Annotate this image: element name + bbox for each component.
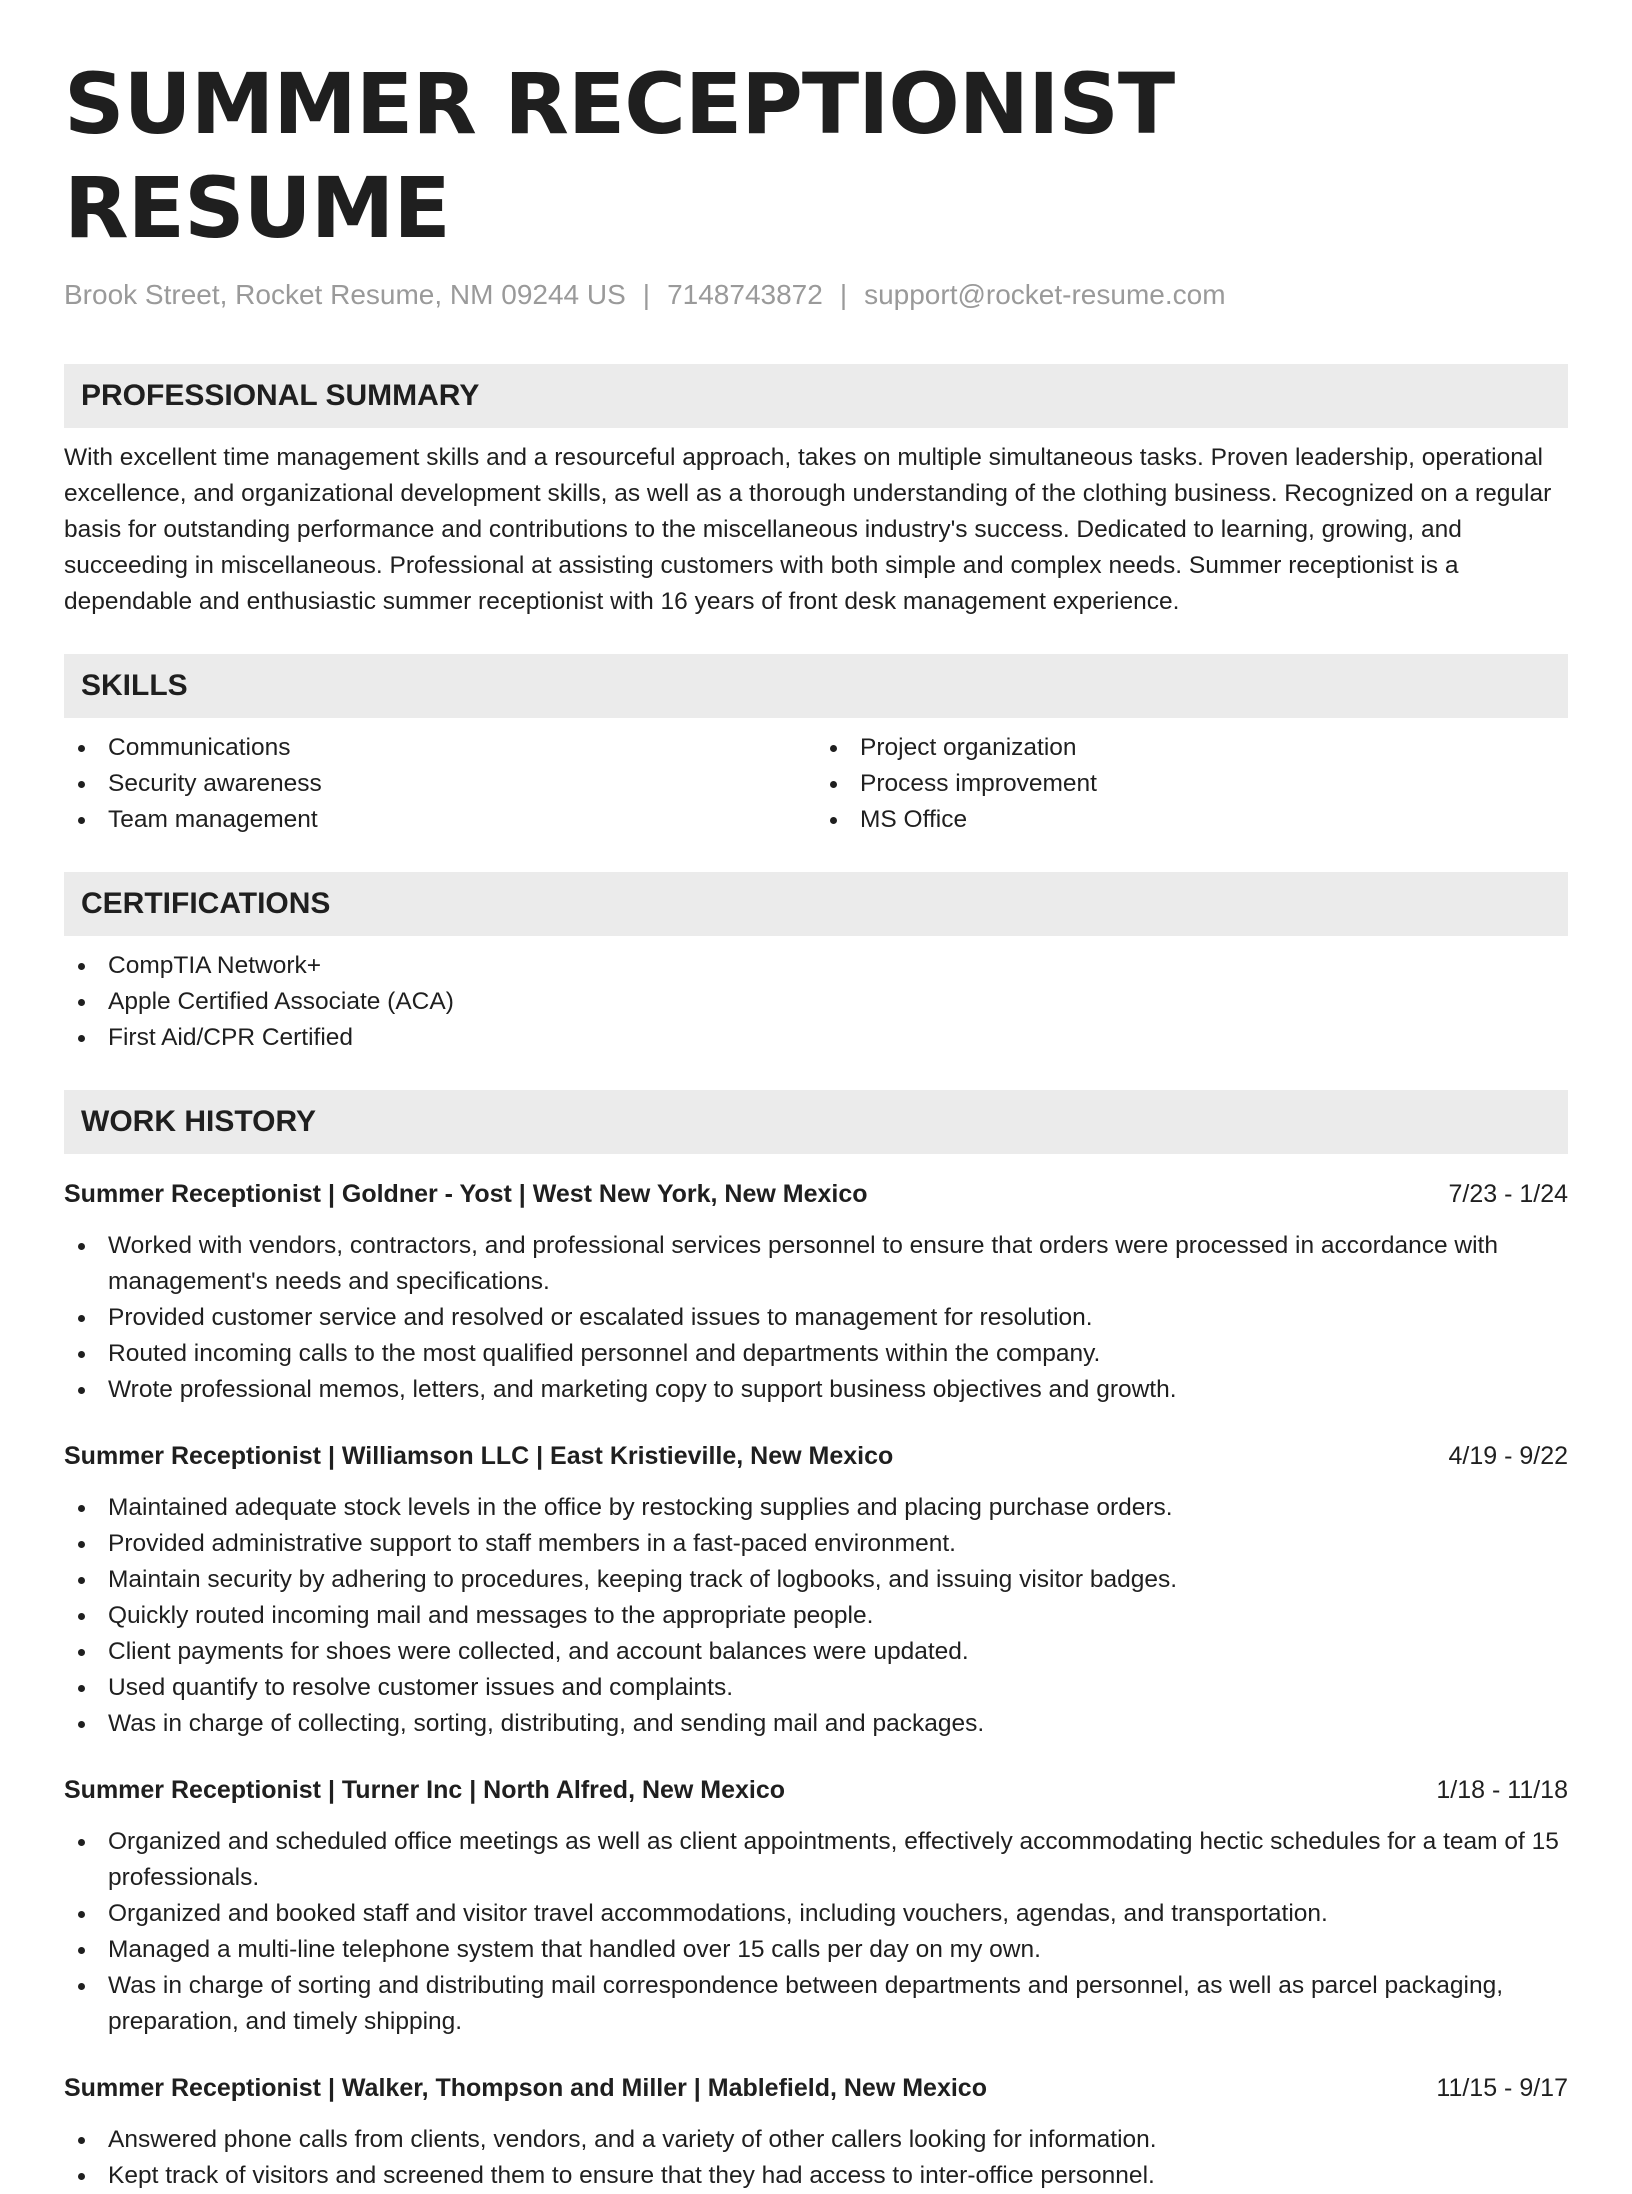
- contact-separator: |: [642, 279, 651, 310]
- job-dates: 11/15 - 9/17: [1436, 2074, 1568, 2102]
- list-item: Was in charge of collecting, sorting, distributing, and sending mail and packages.: [64, 1706, 1568, 1742]
- list-item: Provided customer service and resolved or escalated issues to management for resolution.: [64, 1300, 1568, 1336]
- skills-list-right: [816, 730, 1568, 838]
- list-item: Security awareness: [64, 766, 816, 802]
- list-item: Organized and booked staff and visitor travel accommodations, including vouchers, agendas, and transportation.: [64, 1896, 1568, 1932]
- job-header: [64, 1772, 1568, 1808]
- contact-address: Brook Street, Rocket Resume, NM 09244 US: [64, 279, 626, 310]
- list-item: Project organization: [816, 730, 1568, 766]
- list-item: CompTIA Network+: [64, 948, 1568, 984]
- job-title: Summer Receptionist | Goldner - Yost | West New York, New Mexico: [64, 1180, 868, 1208]
- list-item: Maintain security by adhering to procedures, keeping track of logbooks, and issuing visitor badges.: [64, 1562, 1568, 1598]
- contact-separator: |: [839, 279, 848, 310]
- section-header-summary: PROFESSIONAL SUMMARY: [64, 364, 1568, 428]
- resume-title: SUMMER RECEPTIONIST RESUME: [64, 55, 1175, 257]
- list-item: Routed incoming calls to the most qualified personnel and departments within the company.: [64, 1336, 1568, 1372]
- job-dates: 7/23 - 1/24: [1448, 1180, 1568, 1208]
- list-item: Client payments for shoes were collected, and account balances were updated.: [64, 1634, 1568, 1670]
- job-header: [64, 1438, 1568, 1474]
- job-bullets: [64, 1228, 1568, 1408]
- list-item: Apple Certified Associate (ACA): [64, 984, 1568, 1020]
- section-header-certifications: CERTIFICATIONS: [64, 872, 1568, 936]
- job-header: [64, 1176, 1568, 1212]
- certifications-section: [64, 872, 1568, 1056]
- list-item: Maintained adequate stock levels in the office by restocking supplies and placing purchase orders.: [64, 1490, 1568, 1526]
- contact-email: support@rocket-resume.com: [864, 279, 1226, 310]
- list-item: Managed a multi-line telephone system that handled over 15 calls per day on my own.: [64, 1932, 1568, 1968]
- section-header-skills: SKILLS: [64, 654, 1568, 718]
- job-title: Summer Receptionist | Walker, Thompson and Miller | Mablefield, New Mexico: [64, 2074, 987, 2102]
- list-item: MS Office: [816, 802, 1568, 838]
- list-item: Organized and scheduled office meetings as well as client appointments, effectively accommodating hectic schedules for a team of 15 professionals.: [64, 1824, 1568, 1896]
- list-item: Was in charge of sorting and distributing mail correspondence between departments and personnel, as well as parcel packaging, preparation, and timely shipping.: [64, 1968, 1568, 2040]
- list-item: Team management: [64, 802, 816, 838]
- list-item: Quickly routed incoming mail and messages to the appropriate people.: [64, 1598, 1568, 1634]
- skills-section: [64, 654, 1568, 838]
- job-title: Summer Receptionist | Turner Inc | North Alfred, New Mexico: [64, 1776, 786, 1804]
- job-bullets: [64, 1824, 1568, 2040]
- skills-columns: [64, 730, 1568, 838]
- list-item: Answered phone calls from clients, vendors, and a variety of other callers looking for information.: [64, 2122, 1568, 2158]
- job-bullets: [64, 2122, 1568, 2194]
- list-item: First Aid/CPR Certified: [64, 1020, 1568, 1056]
- job-entry: [64, 2070, 1568, 2194]
- job-entry: [64, 1176, 1568, 1408]
- list-item: Wrote professional memos, letters, and marketing copy to support business objectives and growth.: [64, 1372, 1568, 1408]
- list-item: Communications: [64, 730, 816, 766]
- job-header: [64, 2070, 1568, 2106]
- summary-paragraph: With excellent time management skills and a resourceful approach, takes on multiple simultaneous tasks. Proven leadership, operational excellence, and organizational development skills, as well as a thorough understanding of the clothing business. Recognized on a regular basis for outstanding performance and contributions to the miscellaneous industry's success. Dedicated to learning, growing, and succeeding in miscellaneous. Professional at assisting customers with both simple and complex needs. Summer receptionist is a dependable and enthusiastic summer receptionist with 16 years of front desk management experience.: [64, 444, 1552, 615]
- list-item: Worked with vendors, contractors, and professional services personnel to ensure that orders were processed in accordance with management's needs and specifications.: [64, 1228, 1568, 1300]
- job-entry: [64, 1772, 1568, 2040]
- job-dates: 4/19 - 9/22: [1448, 1442, 1568, 1470]
- resume-content: [64, 52, 1568, 2194]
- certifications-list: [64, 948, 1568, 1056]
- job-dates: 1/18 - 11/18: [1436, 1776, 1568, 1804]
- list-item: Kept track of visitors and screened them to ensure that they had access to inter-office personnel.: [64, 2158, 1568, 2194]
- job-title: Summer Receptionist | Williamson LLC | East Kristieville, New Mexico: [64, 1442, 894, 1470]
- list-item: Used quantify to resolve customer issues and complaints.: [64, 1670, 1568, 1706]
- contact-line: [64, 278, 1568, 312]
- list-item: Process improvement: [816, 766, 1568, 802]
- contact-phone: 7148743872: [667, 279, 823, 310]
- job-entry: [64, 1438, 1568, 1742]
- job-bullets: [64, 1490, 1568, 1742]
- skills-list-left: [64, 730, 816, 838]
- jobs-container: [64, 1176, 1568, 2194]
- list-item: Provided administrative support to staff members in a fast-paced environment.: [64, 1526, 1568, 1562]
- section-header-work-history: WORK HISTORY: [64, 1090, 1568, 1154]
- work-history-section: [64, 1090, 1568, 2194]
